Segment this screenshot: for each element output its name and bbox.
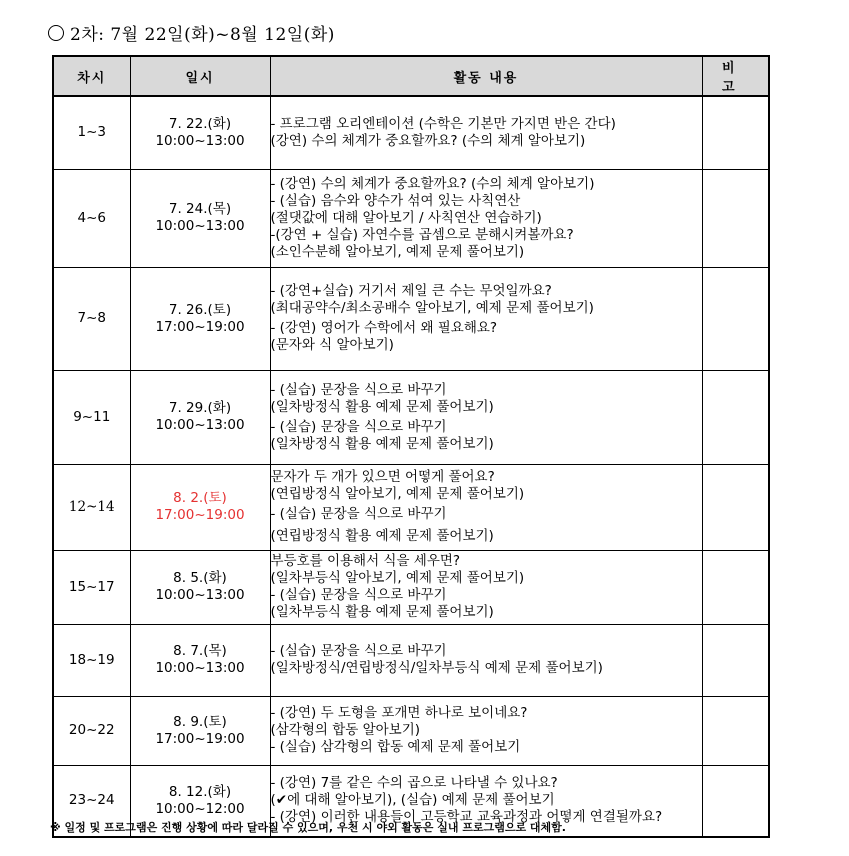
content-line: (✔에 대해 알아보기), (실습) 예제 문제 풀어보기	[270, 792, 555, 809]
session-cell: 18~19	[53, 624, 130, 696]
note-cell	[702, 96, 769, 169]
note-cell	[702, 765, 769, 837]
circle-icon	[48, 25, 64, 41]
date-text: 8. 12.(화)	[168, 783, 232, 800]
content-line: 문자가 두 개가 있으면 어떻게 풀어요?	[270, 469, 495, 485]
date-cell	[130, 696, 270, 765]
schedule-table	[52, 55, 770, 838]
session-cell: 7~8	[53, 267, 130, 370]
content-line: -(강연 + 실습) 자연수를 곱셈으로 분해시켜볼까요?	[270, 226, 574, 243]
header-session: 차시	[53, 56, 130, 96]
content-line: (연립방정식 활용 예제 문제 풀어보기)	[270, 528, 494, 544]
content-line: - (강연) 두 도형을 포개면 하나로 보이네요?	[270, 705, 528, 721]
content-line: (일차부등식 활용 예제 문제 풀어보기)	[270, 604, 494, 620]
content-line: (삼각형의 합동 알아보기)	[270, 722, 421, 738]
table-row	[53, 370, 769, 464]
note-cell	[702, 169, 769, 267]
content-line: - (실습) 문장을 식으로 바꾸기	[270, 587, 447, 603]
content-line: - (실습) 문장을 식으로 바꾸기	[270, 381, 447, 398]
content-line: - (실습) 문장을 식으로 바꾸기	[270, 506, 447, 522]
content-line: - (실습) 문장을 식으로 바꾸기	[270, 418, 447, 435]
content-line: - (강연+실습) 거기서 제일 큰 수는 무엇일까요?	[270, 283, 552, 299]
content-line: - (강연) 영어가 수학에서 왜 필요해요?	[270, 320, 498, 336]
session-cell: 9~11	[53, 370, 130, 464]
time-text: 10:00~13:00	[155, 132, 245, 149]
section-heading-text: 2차: 7월 22일(화)~8월 12일(화)	[70, 25, 335, 45]
header-note: 비 고	[702, 56, 769, 96]
content-line: (일차부등식 알아보기, 예제 문제 풀어보기)	[270, 570, 525, 586]
date-text: 7. 24.(목)	[168, 201, 232, 217]
content-cell	[270, 696, 702, 765]
date-text: 8. 2.(토)	[173, 490, 227, 506]
date-cell	[130, 169, 270, 267]
time-text: 10:00~13:00	[155, 218, 245, 234]
session-cell: 23~24	[53, 765, 130, 837]
date-text: 8. 5.(화)	[173, 570, 227, 586]
content-line: - (강연) 7를 같은 수의 곱으로 나타낼 수 있나요?	[270, 775, 558, 792]
content-line: (절댓값에 대해 알아보기 / 사칙연산 연습하기)	[270, 209, 542, 226]
time-text: 10:00~12:00	[155, 800, 245, 817]
time-text: 10:00~13:00	[155, 587, 245, 603]
content-cell	[270, 464, 702, 550]
note-cell	[702, 267, 769, 370]
table-row	[53, 96, 769, 169]
footnote: ※ 일정 및 프로그램은 진행 상황에 따라 달라질 수 있으며, 우천 시 야외 활동은 실내 프로그램으로 대체함.	[50, 821, 566, 834]
content-line: (소인수분해 알아보기, 예제 문제 풀어보기)	[270, 243, 525, 260]
table-header-row	[53, 56, 769, 96]
note-cell	[702, 624, 769, 696]
content-cell	[270, 550, 702, 624]
content-cell	[270, 169, 702, 267]
session-cell: 20~22	[53, 696, 130, 765]
date-cell	[130, 267, 270, 370]
date-text: 8. 9.(토)	[173, 713, 227, 730]
date-text: 8. 7.(목)	[173, 643, 227, 659]
content-line: (일차방정식 활용 예제 문제 풀어보기)	[270, 398, 494, 415]
table-row	[53, 624, 769, 696]
content-cell	[270, 624, 702, 696]
time-text: 17:00~19:00	[155, 730, 245, 747]
session-cell: 12~14	[53, 464, 130, 550]
note-cell	[702, 696, 769, 765]
content-line: - 프로그램 오리엔테이션 (수학은 기본만 가지면 반은 간다)	[270, 115, 616, 132]
date-cell	[130, 96, 270, 169]
content-line: - (강연) 수의 체계가 중요할까요? (수의 체계 알아보기)	[270, 175, 595, 192]
table-row	[53, 550, 769, 624]
section-heading	[48, 20, 335, 45]
content-line: - (강연) 이러한 내용들이 고등학교 교육과정과 어떻게 연결될까요?	[270, 809, 663, 826]
time-text: 10:00~13:00	[155, 417, 245, 433]
time-text: 17:00~19:00	[155, 507, 245, 523]
session-cell: 4~6	[53, 169, 130, 267]
time-text: 17:00~19:00	[155, 318, 245, 335]
header-datetime: 일시	[130, 56, 270, 96]
table-row	[53, 267, 769, 370]
content-line: (문자와 식 알아보기)	[270, 337, 394, 353]
content-line: (연립방정식 알아보기, 예제 문제 풀어보기)	[270, 486, 525, 502]
content-cell	[270, 267, 702, 370]
table-row	[53, 696, 769, 765]
session-cell: 1~3	[53, 96, 130, 169]
content-line: (최대공약수/최소공배수 알아보기, 예제 문제 풀어보기)	[270, 300, 594, 316]
session-cell: 15~17	[53, 550, 130, 624]
content-line: - (실습) 음수와 양수가 섞여 있는 사칙연산	[270, 192, 521, 209]
note-cell	[702, 550, 769, 624]
table-row	[53, 464, 769, 550]
content-cell	[270, 96, 702, 169]
date-text: 7. 29.(화)	[168, 400, 232, 416]
header-content: 활동 내용	[270, 56, 702, 96]
content-line: - (실습) 문장을 식으로 바꾸기	[270, 643, 447, 659]
date-cell	[130, 550, 270, 624]
note-cell	[702, 464, 769, 550]
date-cell	[130, 464, 270, 550]
date-text: 7. 22.(화)	[168, 115, 232, 132]
content-cell	[270, 370, 702, 464]
content-line: (일차방정식/연립방정식/일차부등식 예제 문제 풀어보기)	[270, 660, 603, 676]
content-line: - (실습) 삼각형의 합동 예제 문제 풀어보기	[270, 739, 521, 755]
content-line: (강연) 수의 체계가 중요할까요? (수의 체계 알아보기)	[270, 132, 586, 149]
date-text: 7. 26.(토)	[168, 301, 232, 318]
time-text: 10:00~13:00	[155, 660, 245, 676]
date-cell	[130, 370, 270, 464]
content-line: (일차방정식 활용 예제 문제 풀어보기)	[270, 435, 494, 452]
date-cell	[130, 624, 270, 696]
note-cell	[702, 370, 769, 464]
content-line: 부등호를 이용해서 식을 세우면?	[270, 553, 461, 569]
table-row	[53, 169, 769, 267]
